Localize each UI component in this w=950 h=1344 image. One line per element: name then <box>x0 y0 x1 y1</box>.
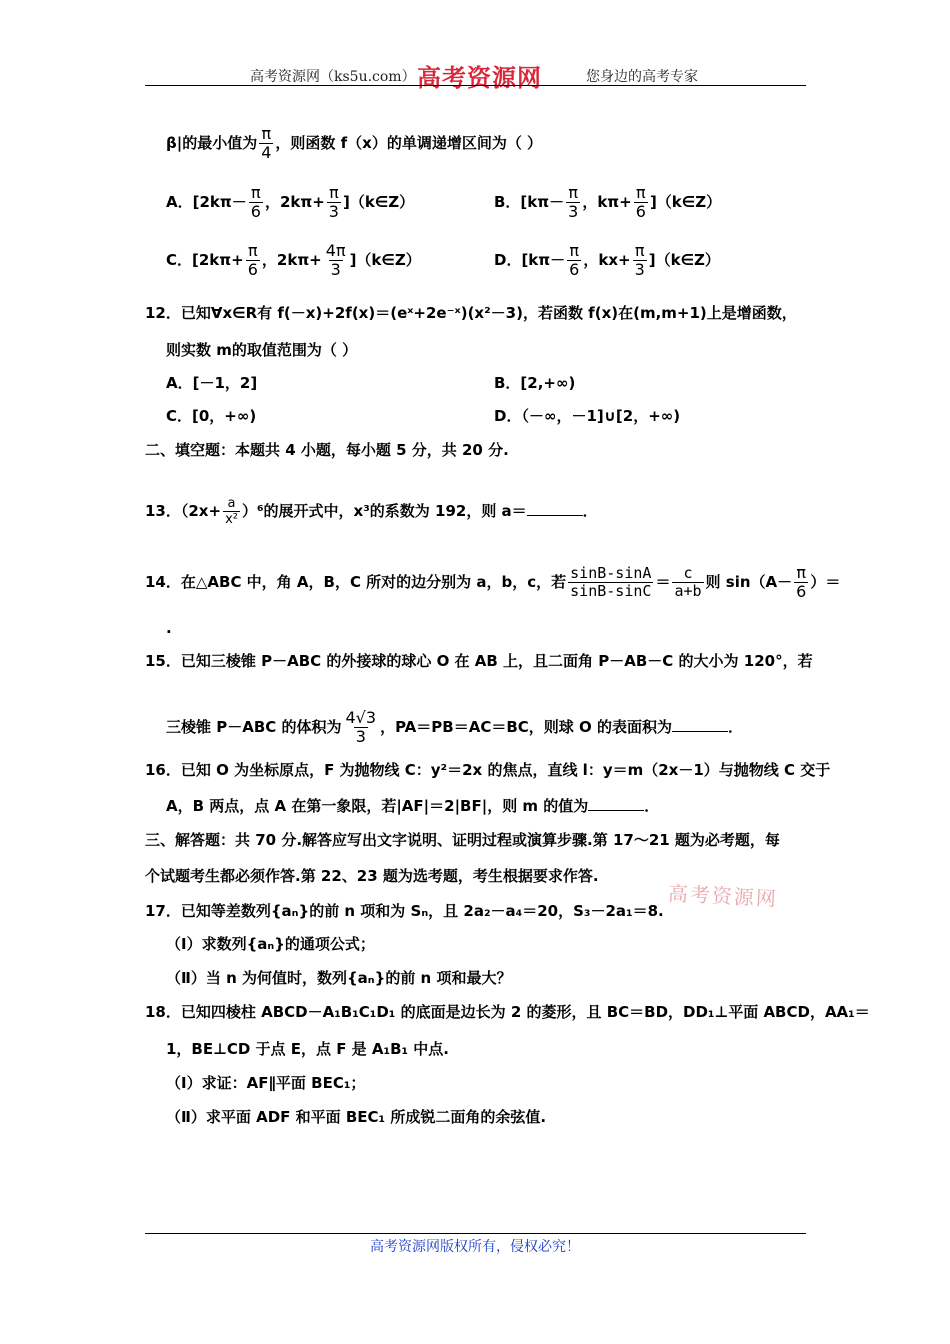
q15-line1: 15．已知三棱锥 P－ABC 的外接球的球心 O 在 AB 上，且二面角 P－AB－C 的大小为 120°，若 <box>145 652 813 670</box>
q17-stem: 17．已知等差数列{aₙ}的前 n 项和为 Sₙ，且 2a₂－a₄＝20，S₃－2a₁＝8. <box>145 902 664 920</box>
q18-part1: （Ⅰ）求证：AF∥平面 BEC₁； <box>166 1074 366 1092</box>
q14-dot: . <box>166 619 172 637</box>
q16-line1: 16．已知 O 为坐标原点，F 为抛物线 C：y²＝2x 的焦点，直线 l：y＝m（2x－1）与抛物线 C 交于 <box>145 761 831 779</box>
q11-option-d: D．[kπ－ $\frac{\pi}{6}$ ，kx+ $\frac{\pi}{3}$ ]（k∈Z） <box>494 241 720 279</box>
footer-rule <box>145 1233 806 1234</box>
q12-option-b: B．[2,+∞) <box>494 374 576 392</box>
q12-option-c: C．[0，+∞) <box>166 407 257 425</box>
section3-line2: 个试题考生都必须作答.第 22、23 题为选考题，考生根据要求作答. <box>145 867 599 885</box>
header-logo: 高考资源网 <box>417 63 542 92</box>
header-left: 高考资源网（ks5u.com） <box>250 69 416 85</box>
q11-option-c: C．[2kπ+ $\frac{\pi}{6}$ ，2kπ+ $\frac{4\pi}{3}$ ]（k∈Z） <box>166 241 421 279</box>
q11-frac: $\frac{\pi}{4}$ <box>261 124 272 162</box>
q18-part2: （Ⅱ）求平面 ADF 和平面 BEC₁ 所成锐二面角的余弦值. <box>166 1108 547 1126</box>
q15-answer-blank <box>672 717 728 732</box>
watermark: 高考资源网 <box>667 881 779 911</box>
q12-line1: 12．已知∀x∈R有 f(－x)+2f(x)＝(eˣ+2e⁻ˣ)(x²－3)，若函数 f(x)在(m,m+1)上是增函数， <box>145 304 797 322</box>
section2-heading: 二、填空题：本题共 4 小题，每小题 5 分，共 20 分. <box>145 441 509 459</box>
q13-answer-blank <box>527 501 583 516</box>
footer-text: 高考资源网版权所有，侵权必究！ <box>370 1239 580 1255</box>
q16-answer-blank <box>588 796 644 811</box>
q11-option-b: B．[kπ－ $\frac{\pi}{3}$ ，kπ+ $\frac{\pi}{6}$ ]（k∈Z） <box>494 183 722 221</box>
q17-part2: （Ⅱ）当 n 为何值时，数列{aₙ}的前 n 项和最大？ <box>166 969 512 987</box>
q13: 13．（2x+ $\frac{a}{\text{x²}}$ ）⁶的展开式中，x³的系数为 192，则 a＝ ． <box>145 496 598 527</box>
q12-option-a: A．[－1，2] <box>166 374 258 392</box>
q12-option-d: D．（－∞，－1]∪[2，+∞) <box>494 407 681 425</box>
q14: 14．在△ABC 中，角 A，B，C 所对的边分别为 a，b，c，若 $\frac{\sin B-\sin A}{\sin B-\sin C}$ ＝ $\frac{c}{a+b}$ 则 sin（A－ $\frac{\pi}{6}$ ）＝ <box>145 563 841 601</box>
header-rule <box>145 85 806 86</box>
section3-line1: 三、解答题：共 70 分.解答应写出文字说明、证明过程或演算步骤.第 17～21 题为必考题，每 <box>145 831 780 849</box>
q12-line2: 则实数 m的取值范围为（ ） <box>166 341 358 359</box>
q11-stem: β|的最小值为 $\frac{\pi}{4}$ ，则函数 f（x）的单调递增区间为（ ） <box>166 124 543 162</box>
q11-option-a: A．[2kπ－ $\frac{\pi}{6}$ ，2kπ+ $\frac{\pi}{3}$ ]（k∈Z） <box>166 183 415 221</box>
q17-part1: （Ⅰ）求数列{aₙ}的通项公式； <box>166 935 375 953</box>
q18-line2: 1，BE⊥CD 于点 E，点 F 是 A₁B₁ 中点. <box>166 1040 449 1058</box>
q15-line2: 三棱锥 P－ABC 的体积为 $\frac{4√3}{3}$ ，PA＝PB＝AC＝BC，则球 O 的表面积为 ． <box>166 708 743 746</box>
q18-line1: 18．已知四棱柱 ABCD－A₁B₁C₁D₁ 的底面是边长为 2 的菱形，且 BC＝BD，DD₁⊥平面 ABCD，AA₁＝ <box>145 1003 870 1021</box>
q16-line2: A，B 两点，点 A 在第一象限，若|AF|＝2|BF|，则 m 的值为 ． <box>166 797 660 815</box>
header-right: 您身边的高考专家 <box>586 69 698 85</box>
